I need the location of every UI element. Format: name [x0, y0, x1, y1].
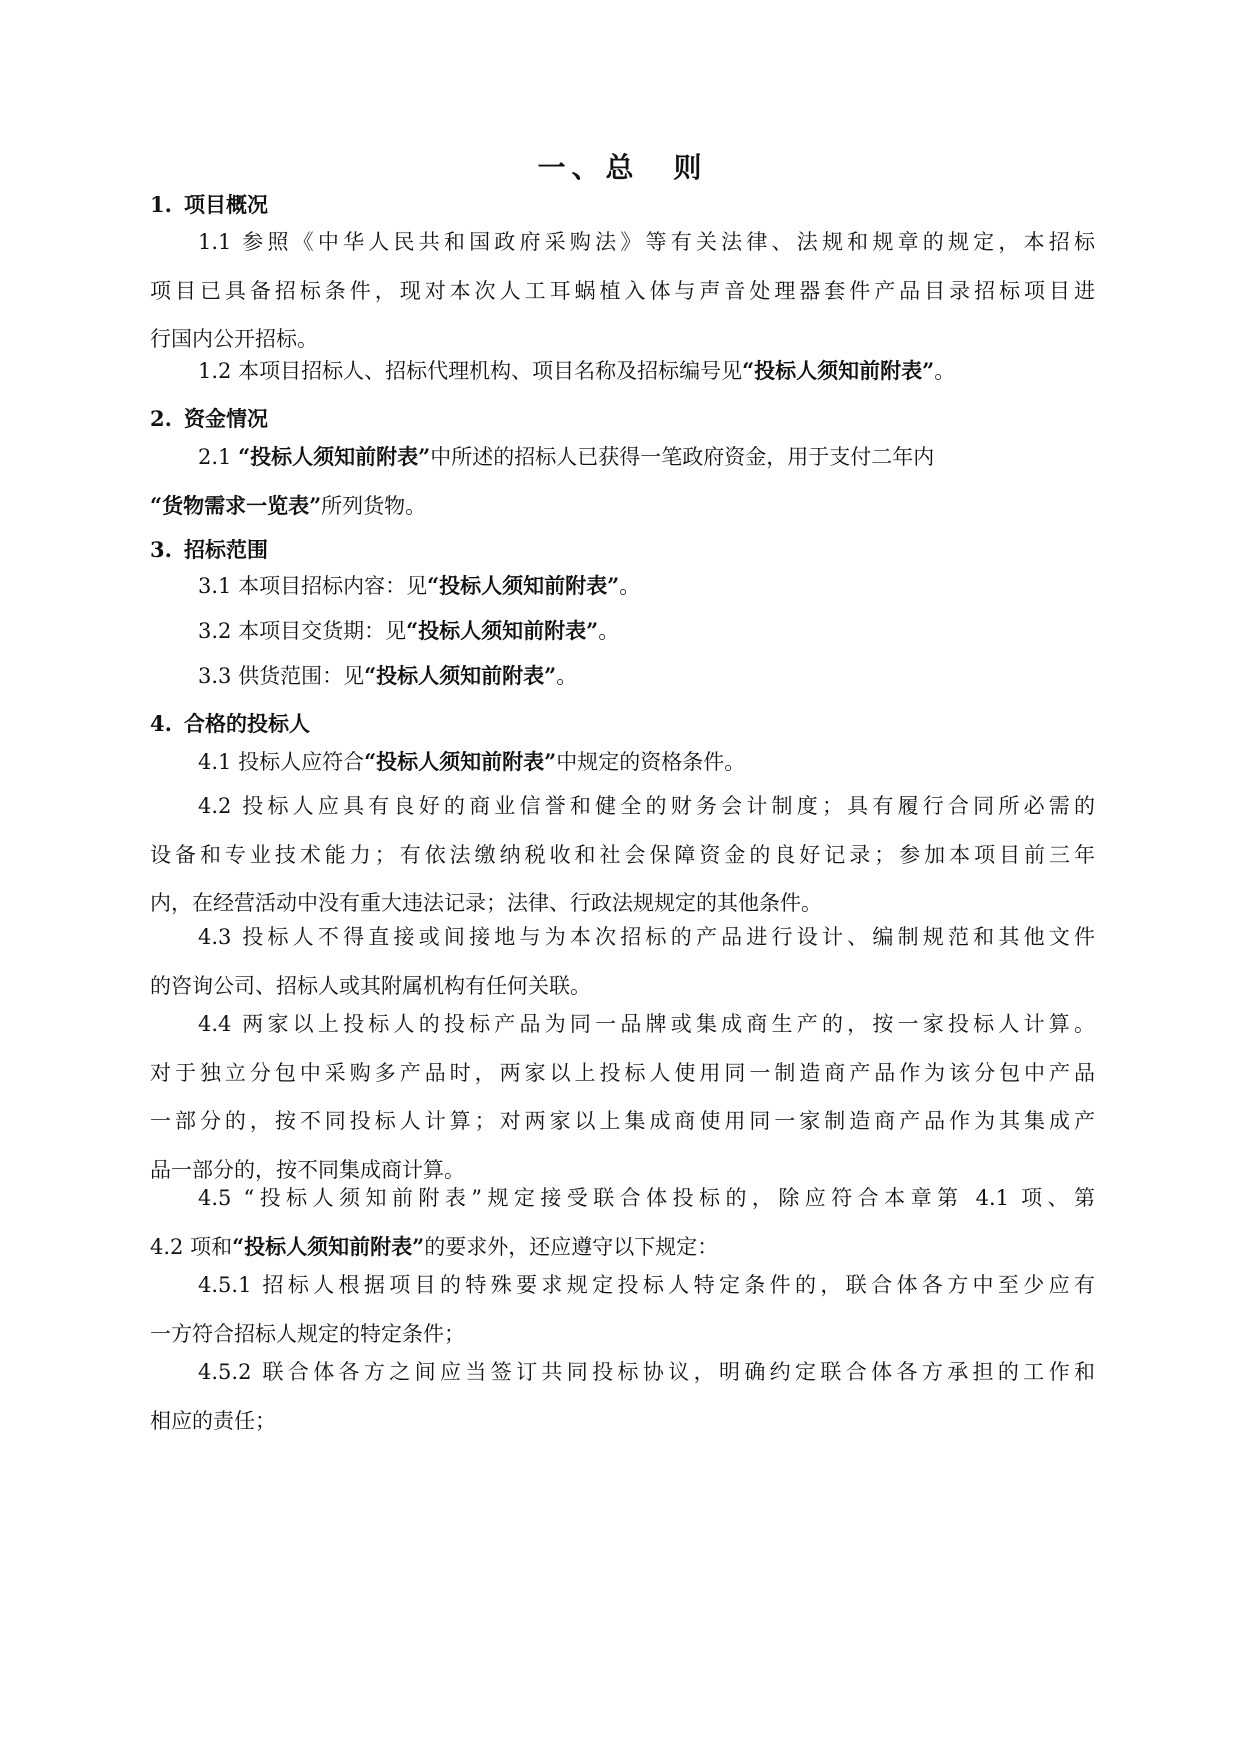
section-number: 2. [150, 406, 172, 431]
text-line: 4.4 两家以上投标人的投标产品为同一品牌或集成商生产的，按一家投标人计算。 [198, 1012, 1095, 1036]
text-line: 项目已具备招标条件，现对本次人工耳蜗植入体与声音处理器套件产品目录招标项目进 [150, 278, 1095, 303]
section-number: 3. [150, 537, 172, 562]
text-line: 行国内公开招标。 [150, 327, 318, 351]
section-number: 1. [150, 192, 172, 217]
text-run: 。 [556, 664, 578, 688]
text-line [150, 347, 1095, 396]
text-line [150, 652, 1095, 701]
bold-reference: “投标人须知前附表” [427, 573, 620, 598]
text-line [150, 433, 1095, 482]
text-line [150, 482, 1095, 531]
section-heading-1 [150, 189, 268, 219]
text-line: 的咨询公司、招标人或其附属机构有任何关联。 [150, 973, 591, 998]
text-line [150, 738, 1095, 787]
text-run: 4.2 项和 [150, 1234, 233, 1259]
text-line: 一部分的，按不同投标人计算；对两家以上集成商使用同一家制造商产品作为其集成产 [150, 1109, 1095, 1133]
section-heading-2 [150, 403, 268, 433]
text-run: 2.1 [198, 445, 239, 469]
text-run: 4.1 投标人应符合 [198, 750, 365, 774]
paragraph-4-4 [150, 1000, 1095, 1194]
section-heading-3 [150, 534, 268, 564]
bold-reference: “投标人须知前附表” [406, 618, 599, 643]
text-run: 中规定的资格条件。 [556, 750, 746, 774]
section-title: 招标范围 [184, 537, 268, 562]
text-line: 4.2 投标人应具有良好的商业信誉和健全的财务会计制度；具有履行合同所必需的 [198, 794, 1095, 818]
text-line: 内，在经营活动中没有重大违法记录；法律、行政法规规定的其他条件。 [150, 891, 822, 915]
paragraph-4-3 [150, 913, 1095, 1010]
bold-reference: “投标人须知前附表” [364, 749, 557, 774]
text-line [150, 562, 1095, 611]
bold-reference: “投标人须知前附表” [742, 358, 935, 383]
bold-reference: “投标人须知前附表” [364, 663, 557, 688]
text-run: 1.2 本项目招标人、招标代理机构、项目名称及招标编号见 [198, 359, 743, 383]
text-line: 对于独立分包中采购多产品时，两家以上投标人使用同一制造商产品作为该分包中产品 [150, 1060, 1095, 1085]
paragraph-1-1 [150, 218, 1095, 364]
paragraph-1-2 [150, 347, 1095, 396]
bold-reference: “货物需求一览表” [150, 492, 322, 518]
paragraph-3-2 [150, 607, 1095, 656]
bold-reference: “投标人须知前附表” [238, 444, 431, 469]
text-line: 4.5 “投标人须知前附表”规定接受联合体投标的，除应符合本章第 4.1 项、第 [198, 1186, 1095, 1210]
page-title: 一、总 则 [537, 151, 708, 184]
text-line: 一方符合招标人规定的特定条件； [150, 1321, 465, 1346]
text-run: 3.2 本项目交货期：见 [198, 619, 407, 643]
text-run: 3.1 本项目招标内容：见 [198, 574, 428, 598]
text-line: 设备和专业技术能力；有依法缴纳税收和社会保障资金的良好记录；参加本项目前三年 [150, 842, 1095, 867]
text-run: 所列货物。 [321, 493, 427, 518]
paragraph-4-1 [150, 738, 1095, 787]
text-run: 3.3 供货范围：见 [198, 664, 365, 688]
section-title: 资金情况 [184, 406, 268, 431]
paragraph-2-1 [150, 433, 1095, 530]
text-run: 。 [934, 359, 956, 383]
paragraph-4-5 [150, 1174, 1095, 1271]
text-line: 1.1 参照《中华人民共和国政府采购法》等有关法律、法规和规章的规定，本招标 [198, 230, 1095, 254]
text-line: 4.3 投标人不得直接或间接地与为本次招标的产品进行设计、编制规范和其他文件 [198, 925, 1095, 949]
text-line [150, 607, 1095, 656]
text-line: 4.5.1 招标人根据项目的特殊要求规定投标人特定条件的，联合体各方中至少应有 [198, 1273, 1095, 1297]
text-run: 的要求外，还应遵守以下规定： [424, 1234, 719, 1259]
section-heading-4 [150, 708, 310, 738]
paragraph-3-1 [150, 562, 1095, 611]
text-line: 4.5.2 联合体各方之间应当签订共同投标协议，明确约定联合体各方承担的工作和 [198, 1360, 1095, 1384]
text-line: 相应的责任； [150, 1408, 276, 1433]
paragraph-4-5-1 [150, 1261, 1095, 1358]
section-title: 项目概况 [184, 192, 268, 217]
bold-reference: “投标人须知前附表” [232, 1233, 425, 1259]
paragraph-3-3 [150, 652, 1095, 701]
text-run: 。 [598, 619, 620, 643]
paragraph-4-2 [150, 782, 1095, 928]
text-line: 品一部分的，按不同集成商计算。 [150, 1157, 465, 1182]
text-run: 。 [619, 574, 641, 598]
section-title: 合格的投标人 [184, 711, 310, 736]
paragraph-4-5-2 [150, 1348, 1095, 1445]
text-run: 中所述的招标人已获得一笔政府资金，用于支付二年内 [430, 445, 935, 469]
section-number: 4. [150, 711, 172, 736]
